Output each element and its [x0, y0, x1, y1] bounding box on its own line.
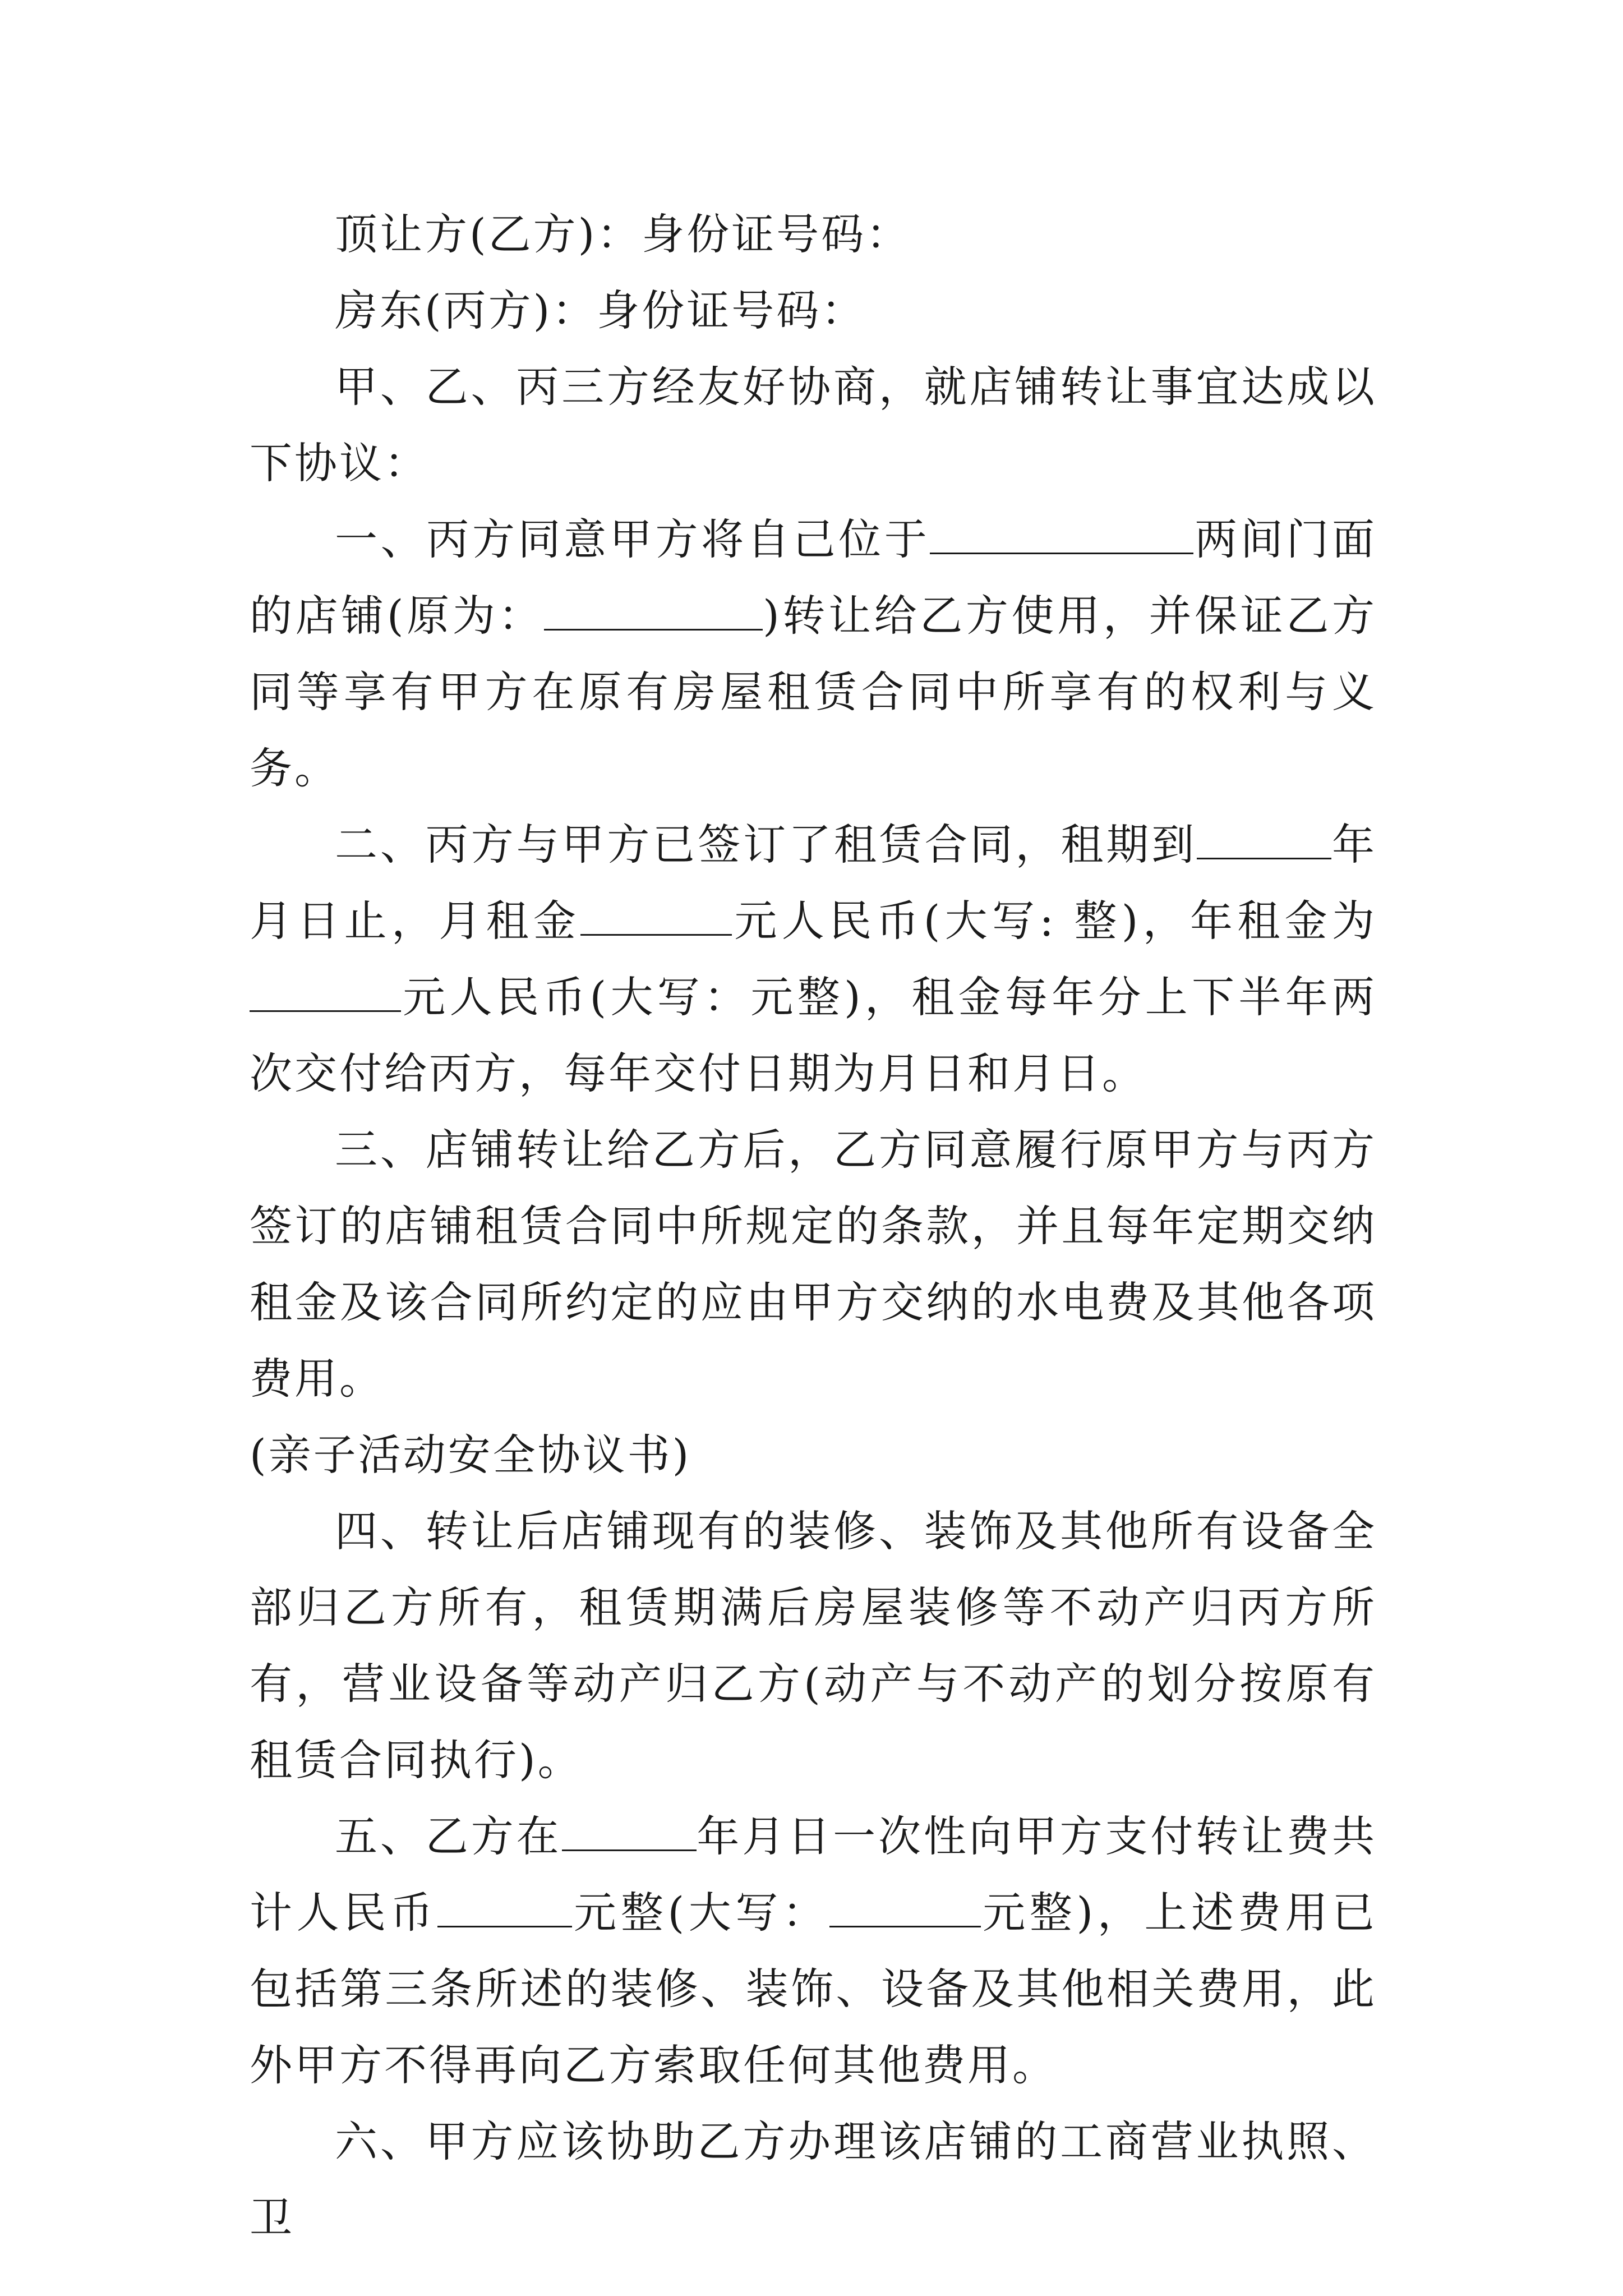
monthly-rent-blank: [580, 895, 732, 936]
clause-3-text: 三、店铺转让给乙方后，乙方同意履行原甲方与丙方签订的店铺租赁合同中所规定的条款，并且每年定期交纳租金及该合同所约定的应由甲方交纳的水电费及其他各项费用。: [250, 1125, 1377, 1404]
clause-5-text-a: 五、乙方在: [335, 1811, 562, 1861]
annual-rent-blank: [250, 971, 401, 1012]
clause-4: [250, 1493, 1377, 1798]
paragraph-transferee-id: [250, 196, 1377, 273]
transfer-fee-uppercase-blank: [829, 1887, 981, 1927]
original-use-blank: [544, 590, 763, 631]
clause-1: [250, 501, 1377, 807]
agreement-intro-text: 甲、乙、丙三方经友好协商，就店铺转让事宜达成以下协议：: [250, 362, 1377, 488]
inserted-note: [250, 1417, 1377, 1493]
clause-4-text: 四、转让后店铺现有的装修、装饰及其他所有设备全部归乙方所有，租赁期满后房屋装修等不动产归丙方所有，营业设备等动产归乙方(动产与不动产的划分按原有租赁合同执行)。: [250, 1506, 1377, 1785]
clause-5-text-d: 元整)，上述费用已包括第三条所述的装修、装饰、设备及其他相关费用，此外甲方不得再向乙方索取任何其他费用。: [250, 1888, 1377, 2090]
transfer-fee-blank: [437, 1887, 572, 1927]
payment-year-blank: [562, 1810, 697, 1851]
paragraph-agreement-intro: [250, 349, 1377, 501]
transferee-id-line: 顶让方(乙方)：身份证号码：: [335, 209, 911, 259]
clause-5-text-b: 年月日一次性向甲方支付转让费共计人民币: [250, 1811, 1377, 1938]
clause-1-text-c: )转让给乙方使用，并保证乙方同等享有甲方在原有房屋租赁合同中所享有的权利与义务。: [250, 591, 1377, 793]
clause-2-text-b: 年月日止，月租金: [250, 820, 1377, 946]
clause-3: [250, 1112, 1377, 1417]
landlord-id-line: 房东(丙方)：身份证号码：: [335, 286, 866, 335]
paragraph-landlord-id: [250, 273, 1377, 349]
inserted-note-text: (亲子活动安全协议书): [250, 1430, 691, 1480]
clause-2-text-a: 二、丙方与甲方已签订了租赁合同，租期到: [335, 820, 1197, 869]
clause-6: [250, 2104, 1377, 2256]
clause-1-text-a: 一、丙方同意甲方将自己位于: [335, 514, 930, 564]
clause-2: [250, 807, 1377, 1112]
clause-6-text: 六、甲方应该协助乙方办理该店铺的工商营业执照、卫: [250, 2116, 1377, 2243]
clause-1-text-b: 两间门面的店铺(原为：: [250, 514, 1377, 641]
clause-5: [250, 1798, 1377, 2104]
lease-end-year-blank: [1197, 818, 1331, 859]
clause-2-text-d: 元人民币(大写：元整)，租金每年分上下半年两次交付给丙方，每年交付日期为月日和月日。: [250, 972, 1377, 1098]
clause-2-text-c: 元人民币(大写: 整)，年租金为: [732, 896, 1377, 946]
shop-location-blank: [930, 513, 1193, 554]
contract-body: [250, 196, 1377, 2256]
clause-5-text-c: 元整(大写：: [571, 1888, 829, 1938]
